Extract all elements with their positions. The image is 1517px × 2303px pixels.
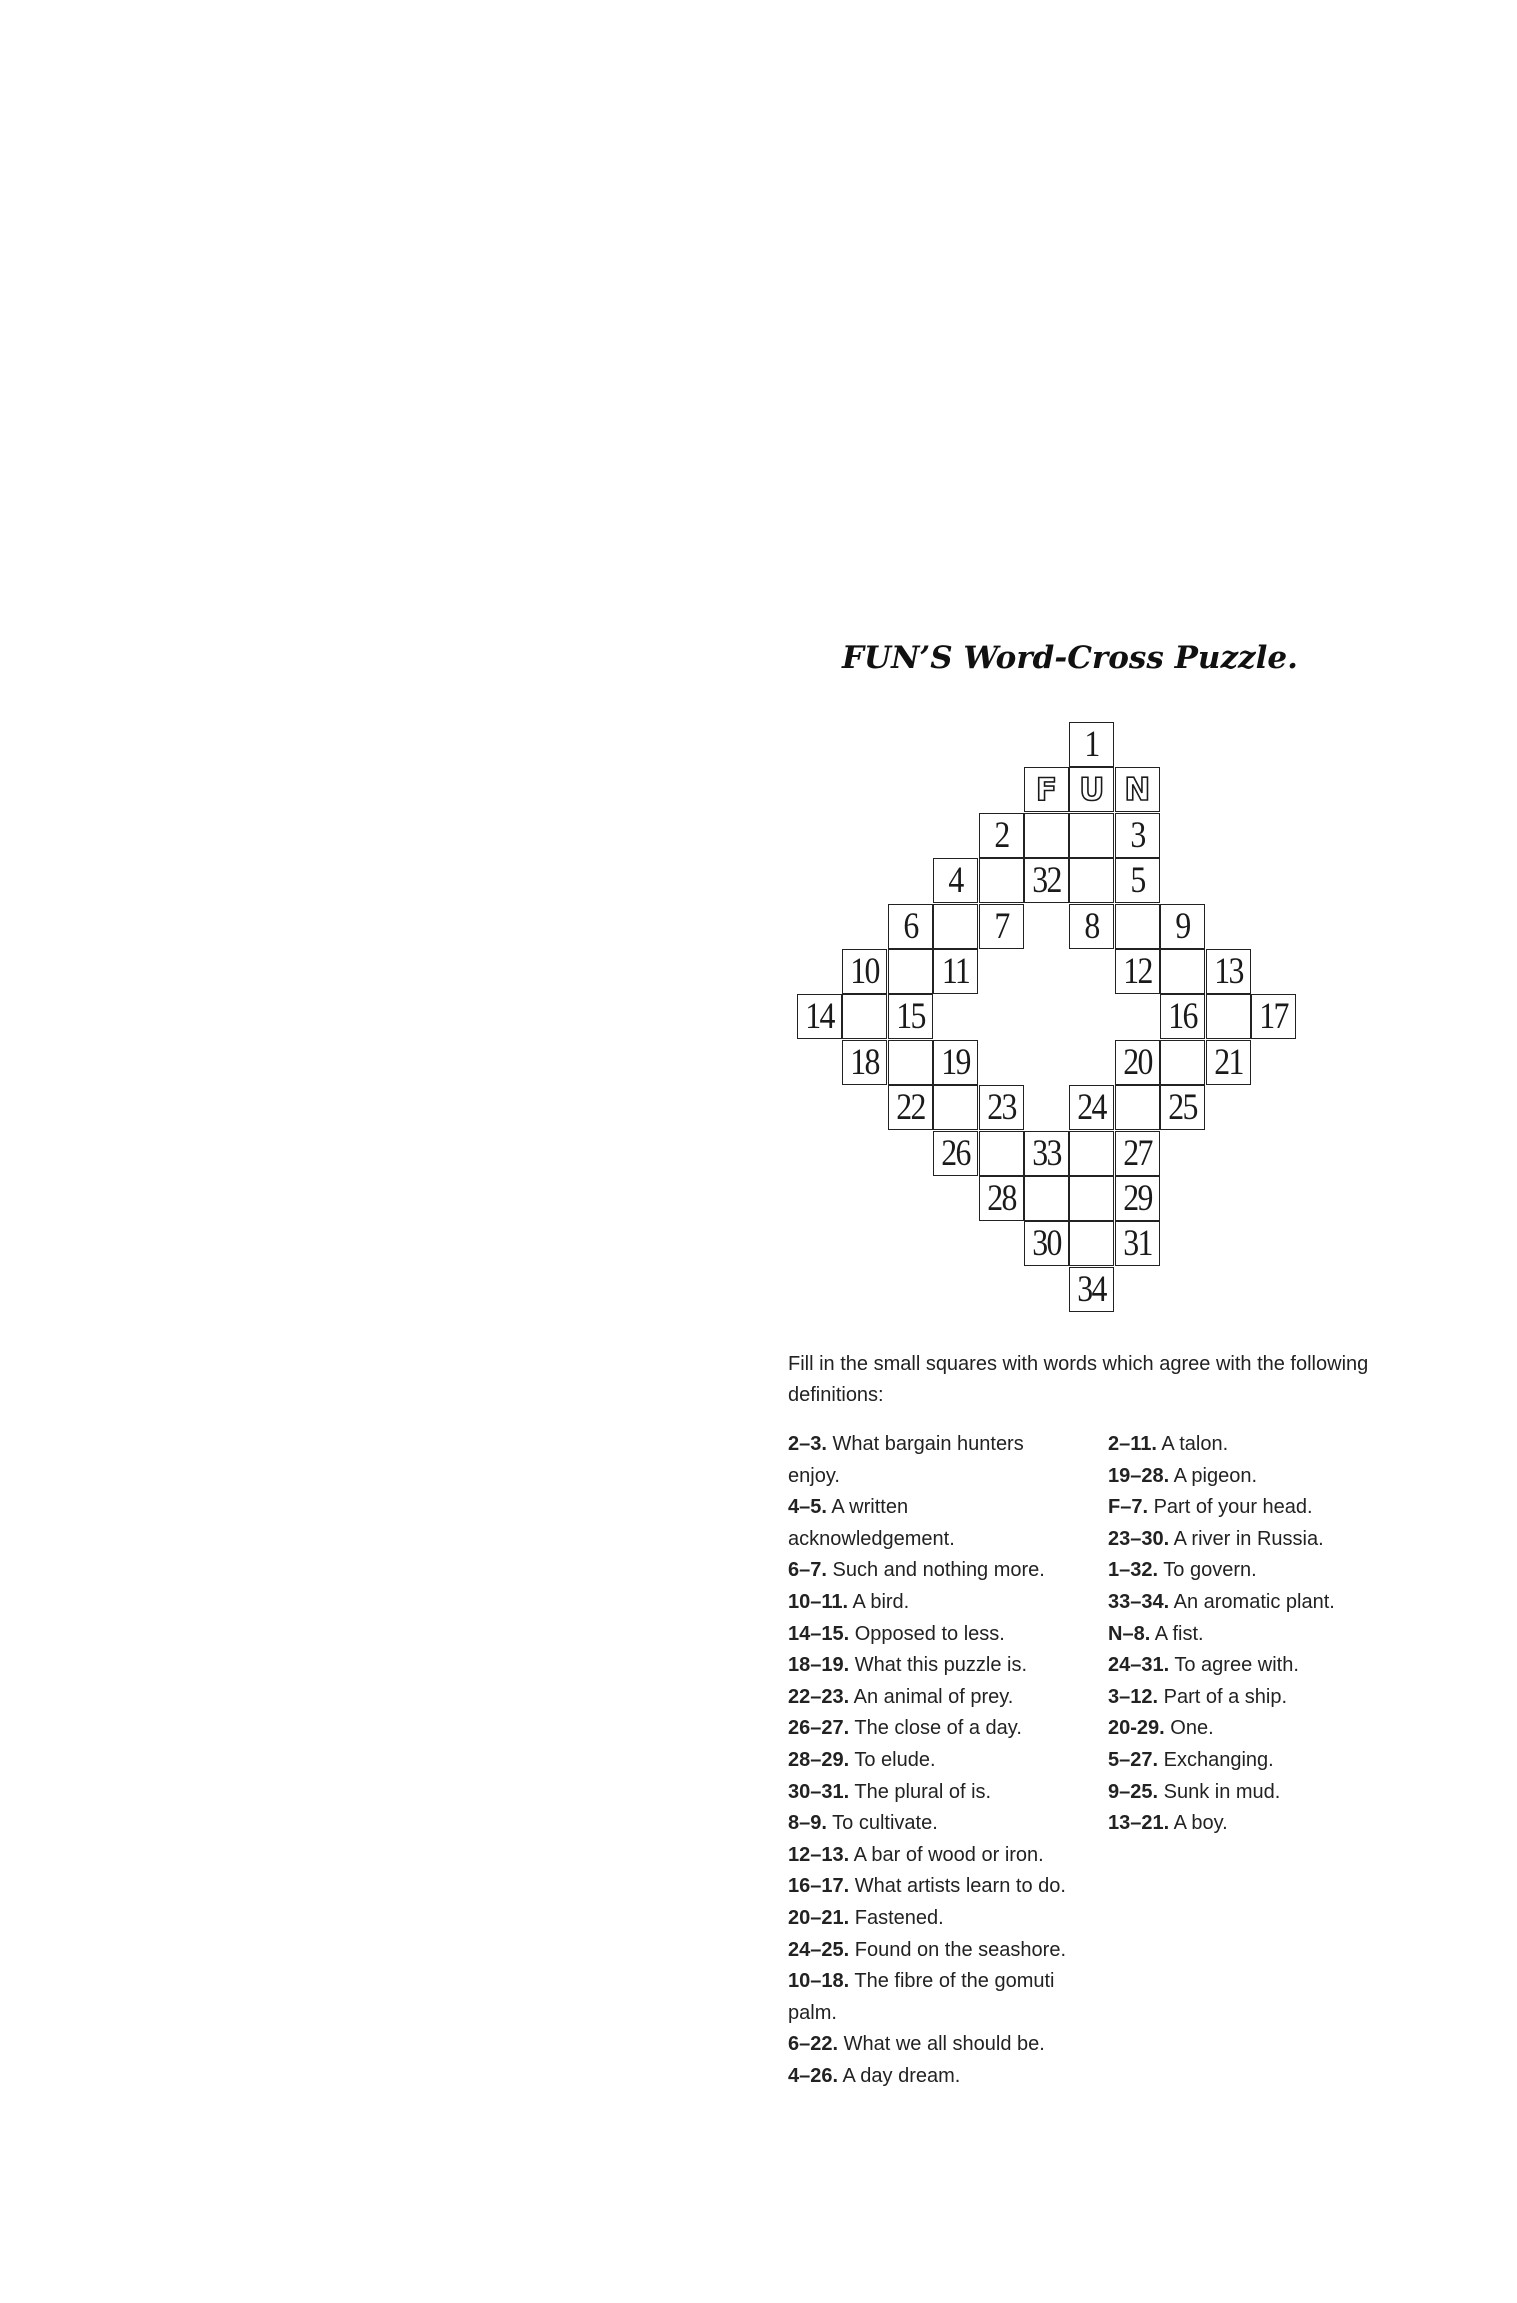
cell-number: 3 bbox=[1130, 814, 1145, 856]
cell-number: 10 bbox=[850, 951, 880, 992]
grid-cell[interactable] bbox=[979, 1131, 1024, 1176]
cell-number: 23 bbox=[986, 1087, 1016, 1129]
grid-cell[interactable] bbox=[1115, 767, 1160, 812]
grid-cell[interactable] bbox=[1206, 949, 1251, 994]
clue-ref: 9–25. bbox=[1108, 1780, 1159, 1803]
clue-text: A written acknowledgement. bbox=[788, 1496, 955, 1550]
clue-ref: 20–21. bbox=[788, 1906, 850, 1929]
clue-item bbox=[788, 1682, 1078, 1714]
grid-cell[interactable] bbox=[1069, 722, 1114, 767]
cell-number: 12 bbox=[1123, 951, 1152, 992]
clue-text: A talon. bbox=[1161, 1433, 1229, 1455]
clue-ref: 23–30. bbox=[1108, 1527, 1170, 1550]
grid-cell[interactable] bbox=[1160, 949, 1205, 994]
clue-ref: 33–34. bbox=[1108, 1590, 1170, 1613]
clue-item bbox=[788, 1555, 1078, 1587]
cell-number: 17 bbox=[1259, 996, 1288, 1038]
grid-cell[interactable] bbox=[1024, 813, 1069, 858]
clue-ref: 2–11. bbox=[1108, 1433, 1157, 1455]
clue-item bbox=[1108, 1492, 1408, 1524]
clue-text: Sunk in mud. bbox=[1163, 1780, 1281, 1803]
grid-cell[interactable] bbox=[1069, 1176, 1114, 1221]
clue-ref: 6–22. bbox=[788, 2033, 839, 2056]
grid-cell[interactable] bbox=[1069, 767, 1114, 812]
cell-number: 21 bbox=[1213, 1041, 1243, 1083]
cell-number: 8 bbox=[1084, 905, 1099, 947]
clue-text: A bar of wood or iron. bbox=[853, 1843, 1044, 1866]
cell-number: 25 bbox=[1168, 1087, 1197, 1129]
cell-number: 9 bbox=[1175, 905, 1190, 947]
clue-item bbox=[788, 1840, 1078, 1872]
grid-cell[interactable] bbox=[888, 949, 933, 994]
cell-number: 29 bbox=[1123, 1178, 1152, 1219]
clue-ref: 30–31. bbox=[788, 1780, 850, 1803]
clue-item bbox=[1108, 1682, 1408, 1714]
grid-cell[interactable] bbox=[1115, 949, 1160, 994]
clue-item bbox=[1108, 1619, 1408, 1651]
grid-cell[interactable] bbox=[1160, 904, 1205, 949]
grid-cell[interactable] bbox=[797, 994, 842, 1039]
grid-cell[interactable] bbox=[888, 904, 933, 949]
grid-cell[interactable] bbox=[979, 904, 1024, 949]
clue-ref: 14–15. bbox=[788, 1622, 850, 1645]
clue-item bbox=[788, 1745, 1078, 1777]
grid-cell[interactable] bbox=[1069, 813, 1114, 858]
cell-number: 16 bbox=[1168, 996, 1197, 1038]
clue-text: To govern. bbox=[1163, 1559, 1257, 1582]
clue-item bbox=[1108, 1650, 1408, 1682]
cell-number: 13 bbox=[1213, 951, 1243, 992]
clue-text: One. bbox=[1170, 1717, 1214, 1740]
clue-ref: 8–9. bbox=[788, 1812, 827, 1835]
grid-cell[interactable] bbox=[1069, 1267, 1114, 1312]
cell-number: 2 bbox=[993, 814, 1009, 856]
clue-list-left bbox=[788, 1429, 1078, 2092]
clue-item bbox=[788, 1935, 1078, 1967]
clue-ref: F–7. bbox=[1108, 1496, 1149, 1519]
grid-cell[interactable] bbox=[1024, 1131, 1069, 1176]
clue-item bbox=[1108, 1713, 1408, 1745]
clue-text: A pigeon. bbox=[1173, 1464, 1258, 1487]
grid-cell[interactable] bbox=[1115, 904, 1160, 949]
cell-number: 32 bbox=[1032, 860, 1061, 902]
clue-ref: 28–29. bbox=[788, 1748, 850, 1771]
grid-cell[interactable] bbox=[1160, 994, 1205, 1039]
clue-item bbox=[1108, 1745, 1408, 1777]
cell-number: 20 bbox=[1123, 1041, 1152, 1083]
clue-text: What this puzzle is. bbox=[854, 1654, 1028, 1677]
clue-text: Fastened. bbox=[854, 1906, 944, 1929]
clue-item bbox=[1108, 1429, 1408, 1461]
grid-cell[interactable] bbox=[933, 1085, 978, 1130]
grid-cell[interactable] bbox=[979, 858, 1024, 903]
clue-text: Found on the seashore. bbox=[854, 1938, 1066, 1961]
clue-ref: 4–5. bbox=[788, 1496, 827, 1519]
grid-cell[interactable] bbox=[1024, 767, 1069, 812]
clue-text: A boy. bbox=[1173, 1812, 1228, 1835]
clue-ref: 4–26. bbox=[788, 2064, 839, 2087]
grid-cell[interactable] bbox=[1024, 858, 1069, 903]
cell-number: 27 bbox=[1123, 1132, 1152, 1174]
cell-number: 15 bbox=[896, 996, 925, 1038]
clue-item bbox=[788, 1777, 1078, 1809]
grid-cell[interactable] bbox=[979, 1176, 1024, 1221]
clue-text: Exchanging. bbox=[1163, 1748, 1274, 1771]
clue-ref: 10–18. bbox=[788, 1970, 850, 1993]
clue-ref: 24–25. bbox=[788, 1938, 850, 1961]
cell-number: 19 bbox=[941, 1041, 970, 1083]
cell-number: 34 bbox=[1077, 1268, 1107, 1310]
cell-number: 24 bbox=[1077, 1087, 1107, 1129]
clue-item bbox=[788, 1429, 1078, 1492]
clue-item bbox=[788, 1587, 1078, 1619]
grid-cell[interactable] bbox=[842, 994, 887, 1039]
grid-cell[interactable] bbox=[1069, 1221, 1114, 1266]
clue-ref: 16–17. bbox=[788, 1875, 850, 1898]
grid-cell[interactable] bbox=[1115, 1221, 1160, 1266]
clue-text: A day dream. bbox=[842, 2064, 961, 2087]
clue-item bbox=[788, 1808, 1078, 1840]
clue-ref: 6–7. bbox=[788, 1559, 827, 1582]
grid-cell[interactable] bbox=[1115, 1085, 1160, 1130]
clue-item bbox=[1108, 1524, 1408, 1556]
cell-number: 26 bbox=[941, 1132, 970, 1174]
grid-cell[interactable] bbox=[1160, 1040, 1205, 1085]
clue-text: The plural of is. bbox=[854, 1780, 992, 1803]
clue-item bbox=[788, 1713, 1078, 1745]
grid-cell[interactable] bbox=[1069, 1085, 1114, 1130]
clue-ref: 5–27. bbox=[1108, 1748, 1159, 1771]
grid-cell[interactable] bbox=[1069, 858, 1114, 903]
clue-text: To agree with. bbox=[1174, 1654, 1299, 1677]
grid-cell[interactable] bbox=[1024, 1176, 1069, 1221]
clue-item bbox=[1108, 1555, 1408, 1587]
grid-cell[interactable] bbox=[1069, 904, 1114, 949]
cell-letter: U bbox=[1079, 772, 1105, 809]
clue-text: To cultivate. bbox=[832, 1812, 938, 1835]
grid-cell[interactable] bbox=[933, 949, 978, 994]
clue-item bbox=[788, 1619, 1078, 1651]
grid-cell[interactable] bbox=[1115, 813, 1160, 858]
clue-text: An aromatic plant. bbox=[1173, 1590, 1335, 1613]
clue-text: The close of a day. bbox=[854, 1717, 1022, 1740]
cell-number: 14 bbox=[805, 996, 834, 1038]
grid-cell[interactable] bbox=[1251, 994, 1296, 1039]
clue-ref: 22–23. bbox=[788, 1685, 850, 1708]
grid-cell[interactable] bbox=[1115, 1131, 1160, 1176]
clue-ref: 1–32. bbox=[1108, 1559, 1159, 1582]
clue-text: An animal of prey. bbox=[853, 1685, 1014, 1708]
grid-cell[interactable] bbox=[1115, 858, 1160, 903]
cell-number: 11 bbox=[942, 951, 970, 992]
cell-number: 4 bbox=[948, 860, 963, 902]
instructions: Fill in the small squares with words which agree with the following definitions: bbox=[788, 1353, 1369, 1406]
clue-ref: 2–3. bbox=[788, 1433, 827, 1455]
cell-number: 31 bbox=[1123, 1223, 1152, 1265]
clue-text: Such and nothing more. bbox=[832, 1559, 1045, 1582]
clue-ref: 12–13. bbox=[788, 1843, 850, 1866]
clue-text: A fist. bbox=[1154, 1622, 1204, 1645]
clue-item bbox=[788, 1492, 1078, 1555]
clue-item bbox=[788, 2029, 1078, 2061]
grid-cell[interactable] bbox=[1206, 994, 1251, 1039]
clue-text: A river in Russia. bbox=[1173, 1527, 1324, 1550]
cell-letter: F bbox=[1035, 772, 1058, 809]
clue-text: The fibre of the gomuti palm. bbox=[788, 1970, 1055, 2024]
clue-ref: 20-29. bbox=[1108, 1717, 1165, 1740]
cell-number: 7 bbox=[993, 905, 1009, 947]
puzzle-title: FUN’S Word-Cross Puzzle. bbox=[842, 640, 1298, 676]
clue-text: Opposed to less. bbox=[854, 1622, 1005, 1645]
clue-item bbox=[788, 1650, 1078, 1682]
grid-cell[interactable] bbox=[933, 1131, 978, 1176]
grid-cell[interactable] bbox=[888, 1085, 933, 1130]
clue-ref: 24–31. bbox=[1108, 1654, 1170, 1677]
cell-number: 22 bbox=[896, 1087, 925, 1129]
grid-cell[interactable] bbox=[1115, 1176, 1160, 1221]
cell-number: 33 bbox=[1032, 1132, 1061, 1174]
clue-list-right bbox=[1108, 1429, 1408, 1840]
clue-text: Part of your head. bbox=[1153, 1496, 1313, 1519]
clue-text: What artists learn to do. bbox=[854, 1875, 1066, 1898]
clue-ref: 18–19. bbox=[788, 1654, 850, 1677]
cell-number: 1 bbox=[1084, 724, 1099, 765]
clue-ref: 3–12. bbox=[1108, 1685, 1159, 1708]
grid-cell[interactable] bbox=[1115, 1040, 1160, 1085]
grid-cell[interactable] bbox=[888, 1040, 933, 1085]
clue-text: What we all should be. bbox=[843, 2033, 1045, 2056]
grid-cell[interactable] bbox=[1206, 1040, 1251, 1085]
clue-ref: 13–21. bbox=[1108, 1812, 1170, 1835]
clue-item bbox=[788, 2061, 1078, 2093]
clue-item bbox=[1108, 1587, 1408, 1619]
cell-number: 6 bbox=[903, 905, 918, 947]
clue-item bbox=[788, 1871, 1078, 1903]
clue-ref: 10–11. bbox=[788, 1590, 849, 1613]
clue-item bbox=[1108, 1777, 1408, 1809]
grid-cell[interactable] bbox=[979, 813, 1024, 858]
clue-item bbox=[788, 1966, 1078, 2029]
clue-text: What bargain hunters enjoy. bbox=[788, 1433, 1024, 1487]
clue-item bbox=[1108, 1808, 1408, 1840]
cell-number: 28 bbox=[986, 1178, 1016, 1219]
cell-number: 30 bbox=[1032, 1223, 1061, 1265]
grid-cell[interactable] bbox=[933, 904, 978, 949]
clue-ref: N–8. bbox=[1108, 1622, 1151, 1645]
grid-cell[interactable] bbox=[842, 1040, 887, 1085]
clue-text: A bird. bbox=[852, 1590, 910, 1613]
cell-number: 5 bbox=[1130, 860, 1145, 902]
cell-letter: N bbox=[1124, 772, 1151, 809]
grid-cell[interactable] bbox=[1160, 1085, 1205, 1130]
clue-ref: 26–27. bbox=[788, 1717, 850, 1740]
grid-cell[interactable] bbox=[1069, 1131, 1114, 1176]
grid-cell[interactable] bbox=[888, 994, 933, 1039]
clue-item bbox=[1108, 1461, 1408, 1493]
grid-cell[interactable] bbox=[1024, 1221, 1069, 1266]
clue-ref: 19–28. bbox=[1108, 1464, 1170, 1487]
clue-text: To elude. bbox=[854, 1748, 936, 1771]
grid-cell[interactable] bbox=[933, 1040, 978, 1085]
grid-cell[interactable] bbox=[933, 858, 978, 903]
clue-text: Part of a ship. bbox=[1163, 1685, 1288, 1708]
grid-cell[interactable] bbox=[842, 949, 887, 994]
grid-cell[interactable] bbox=[979, 1085, 1024, 1130]
clue-item bbox=[788, 1903, 1078, 1935]
cell-number: 18 bbox=[850, 1041, 880, 1083]
